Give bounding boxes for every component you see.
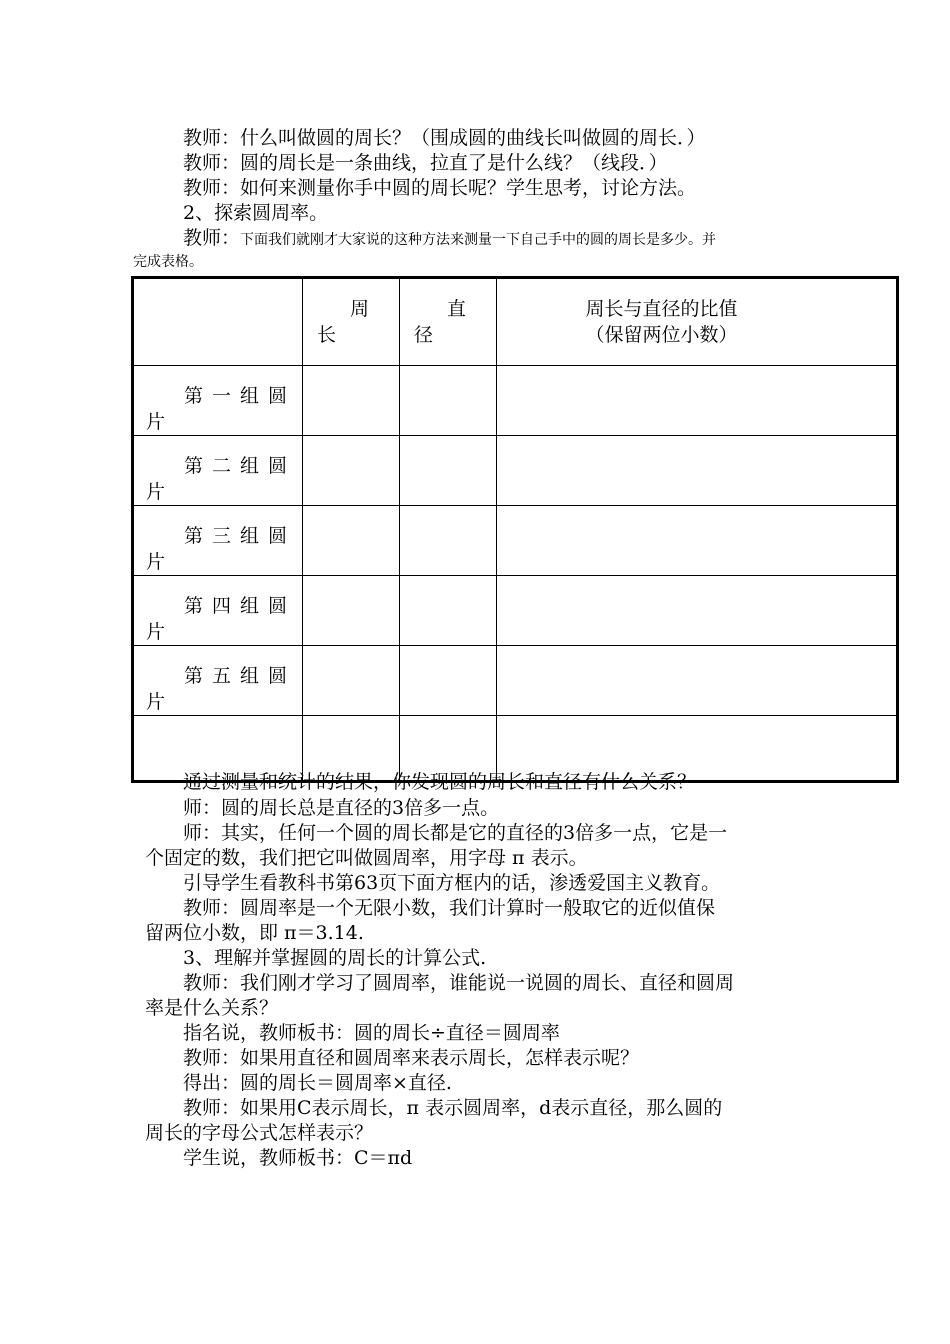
diameter-cell[interactable] — [400, 506, 497, 576]
body-paragraph: 教师：如果用C表示周长，π 表示圆周率，d表示直径，那么圆的 — [183, 1097, 723, 1119]
header-diameter-bottom: 径 — [414, 324, 434, 346]
header-ratio-line-1: 周长与直径的比值 — [585, 298, 738, 320]
ratio-cell[interactable] — [497, 506, 898, 576]
row-label-cell — [133, 646, 303, 716]
table-row — [133, 366, 898, 436]
body-paragraph: 留两位小数，即 π＝3.14. — [145, 922, 364, 944]
header-diameter-top: 直 — [446, 298, 466, 320]
header-cell-circumference — [303, 278, 400, 366]
row-label-cell — [133, 436, 303, 506]
header-cell-ratio — [497, 278, 898, 366]
ratio-cell[interactable] — [497, 646, 898, 716]
body-paragraph: 学生说，教师板书：C＝πd — [183, 1147, 413, 1169]
intro-line-2: 教师：圆的周长是一条曲线，拉直了是什么线？（线段．） — [183, 152, 668, 174]
body-paragraph: 教师：如果用直径和圆周率来表示周长，怎样表示呢？ — [183, 1047, 640, 1069]
diameter-cell[interactable] — [400, 436, 497, 506]
body-paragraph: 得出：圆的周长＝圆周率×直径. — [183, 1072, 452, 1094]
circumference-cell[interactable] — [303, 436, 400, 506]
row-label-top: 第一组圆 — [184, 385, 297, 407]
section-heading-3: 3、理解并掌握圆的周长的计算公式. — [183, 947, 487, 969]
measurement-table — [131, 276, 899, 783]
row-label-cell — [133, 576, 303, 646]
header-ratio-line-2: （保留两位小数） — [585, 324, 738, 346]
instruction-line — [183, 226, 853, 252]
circumference-cell[interactable] — [303, 366, 400, 436]
row-label-top: 第二组圆 — [184, 455, 297, 477]
instruction-continuation: 完成表格。 — [133, 254, 203, 270]
circumference-cell[interactable] — [303, 506, 400, 576]
circumference-cell[interactable] — [303, 646, 400, 716]
row-label-bottom: 片 — [146, 691, 166, 713]
ratio-cell[interactable] — [497, 436, 898, 506]
body-paragraph: 指名说，教师板书：圆的周长÷直径＝圆周率 — [183, 1022, 560, 1044]
table-header-row — [133, 278, 898, 366]
table-row — [133, 506, 898, 576]
intro-line-1: 教师：什么叫做圆的周长？（围成圆的曲线长叫做圆的周长．） — [183, 127, 706, 149]
row-label-bottom: 片 — [146, 621, 166, 643]
ratio-cell[interactable] — [497, 366, 898, 436]
body-paragraph: 师：圆的周长总是直径的3倍多一点。 — [183, 797, 500, 819]
diameter-cell[interactable] — [400, 366, 497, 436]
table-row — [133, 436, 898, 506]
row-label-top: 第五组圆 — [184, 665, 297, 687]
row-label-cell — [133, 366, 303, 436]
body-paragraph: 引导学生看教科书第63页下面方框内的话，渗透爱国主义教育。 — [183, 872, 721, 894]
row-label-top: 第三组圆 — [184, 525, 297, 547]
body-paragraph: 个固定的数，我们把它叫做圆周率，用字母 π 表示。 — [145, 847, 588, 869]
header-cell-empty — [133, 278, 303, 366]
diameter-cell[interactable] — [400, 576, 497, 646]
circumference-cell[interactable] — [303, 576, 400, 646]
diameter-cell[interactable] — [400, 646, 497, 716]
intro-line-3: 教师：如何来测量你手中圆的周长呢？学生思考，讨论方法。 — [183, 177, 697, 199]
header-circumference-top: 周 — [349, 298, 369, 320]
body-paragraph: 教师：我们刚才学习了圆周率，谁能说一说圆的周长、直径和圆周 — [183, 972, 735, 994]
body-paragraph: 师：其实，任何一个圆的周长都是它的直径的3倍多一点，它是一 — [183, 822, 728, 844]
table-row — [133, 576, 898, 646]
row-label-bottom: 片 — [146, 411, 166, 433]
instruction-text: 下面我们就刚才大家说的这种方法来测量一下自己手中的圆的周长是多少。并 — [240, 232, 717, 248]
ratio-cell[interactable] — [497, 576, 898, 646]
body-paragraph: 教师：圆周率是一个无限小数，我们计算时一般取它的近似值保 — [183, 897, 716, 919]
header-circumference-bottom: 长 — [317, 324, 337, 346]
row-label-top: 第四组圆 — [184, 595, 297, 617]
row-label-cell — [133, 506, 303, 576]
table-row — [133, 646, 898, 716]
row-label-bottom: 片 — [146, 481, 166, 503]
row-label-bottom: 片 — [146, 551, 166, 573]
section-heading-2: 2、探索圆周率。 — [183, 202, 329, 224]
body-paragraph: 通过测量和统计的结果，你发现圆的周长和直径有什么关系？ — [183, 771, 697, 793]
instruction-label: 教师： — [183, 227, 241, 249]
body-paragraph: 周长的字母公式怎样表示？ — [145, 1122, 374, 1144]
body-paragraph: 率是什么关系？ — [145, 997, 279, 1019]
